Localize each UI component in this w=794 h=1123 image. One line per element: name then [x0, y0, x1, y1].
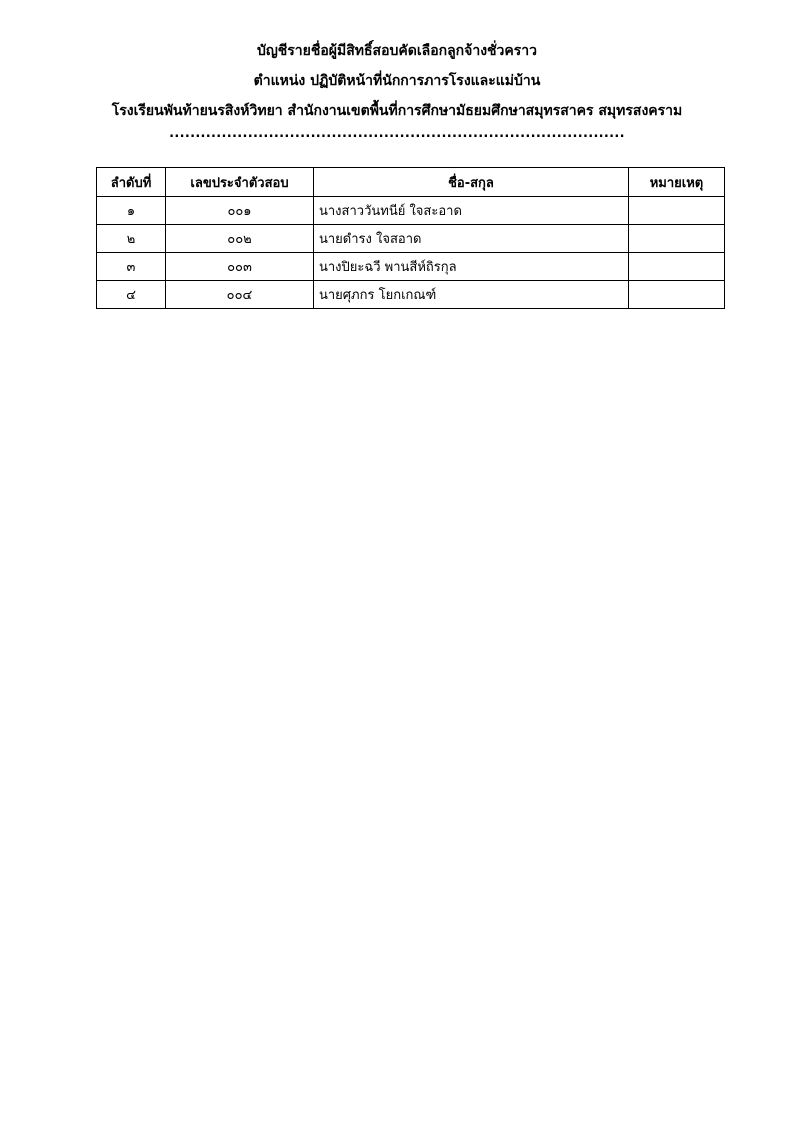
table-row	[97, 225, 725, 253]
cell-exam-id: ๐๐๔	[166, 281, 314, 309]
cell-note	[629, 197, 725, 225]
position-title: ตำแหน่ง ปฏิบัติหน้าที่นักการภารโรงและแม่บ้าน	[253, 73, 541, 89]
dotted-separator: .......................................................................................	[169, 126, 625, 141]
cell-order: ๔	[97, 281, 166, 309]
cell-name: นางสาววันทนีย์ ใจสะอาด	[314, 197, 629, 225]
cell-note	[629, 253, 725, 281]
cell-note	[629, 281, 725, 309]
cell-name: นายดำรง ใจสอาด	[314, 225, 629, 253]
column-header-note: หมายเหตุ	[629, 168, 725, 197]
cell-order: ๓	[97, 253, 166, 281]
document-title: บัญชีรายชื่อผู้มีสิทธิ์สอบคัดเลือกลูกจ้างชั่วคราว	[256, 43, 538, 59]
column-header-exam-id: เลขประจำตัวสอบ	[166, 168, 314, 197]
table-row	[97, 281, 725, 309]
table-row	[97, 197, 725, 225]
document-header	[0, 36, 794, 142]
column-header-name: ชื่อ-สกุล	[314, 168, 629, 197]
cell-order: ๑	[97, 197, 166, 225]
cell-note	[629, 225, 725, 253]
table-header-row	[97, 168, 725, 197]
school-name: โรงเรียนพันท้ายนรสิงห์วิทยา สำนักงานเขตพื้นที่การศึกษามัธยมศึกษาสมุทรสาคร สมุทรสงคราม	[111, 103, 683, 119]
candidate-table	[96, 167, 725, 309]
cell-exam-id: ๐๐๓	[166, 253, 314, 281]
column-header-order: ลำดับที่	[97, 168, 166, 197]
cell-exam-id: ๐๐๑	[166, 197, 314, 225]
cell-order: ๒	[97, 225, 166, 253]
cell-name: นายศุภกร โยกเกณฑ์	[314, 281, 629, 309]
table-row	[97, 253, 725, 281]
cell-exam-id: ๐๐๒	[166, 225, 314, 253]
cell-name: นางปิยะฉวี พานสีห์ถิรกุล	[314, 253, 629, 281]
